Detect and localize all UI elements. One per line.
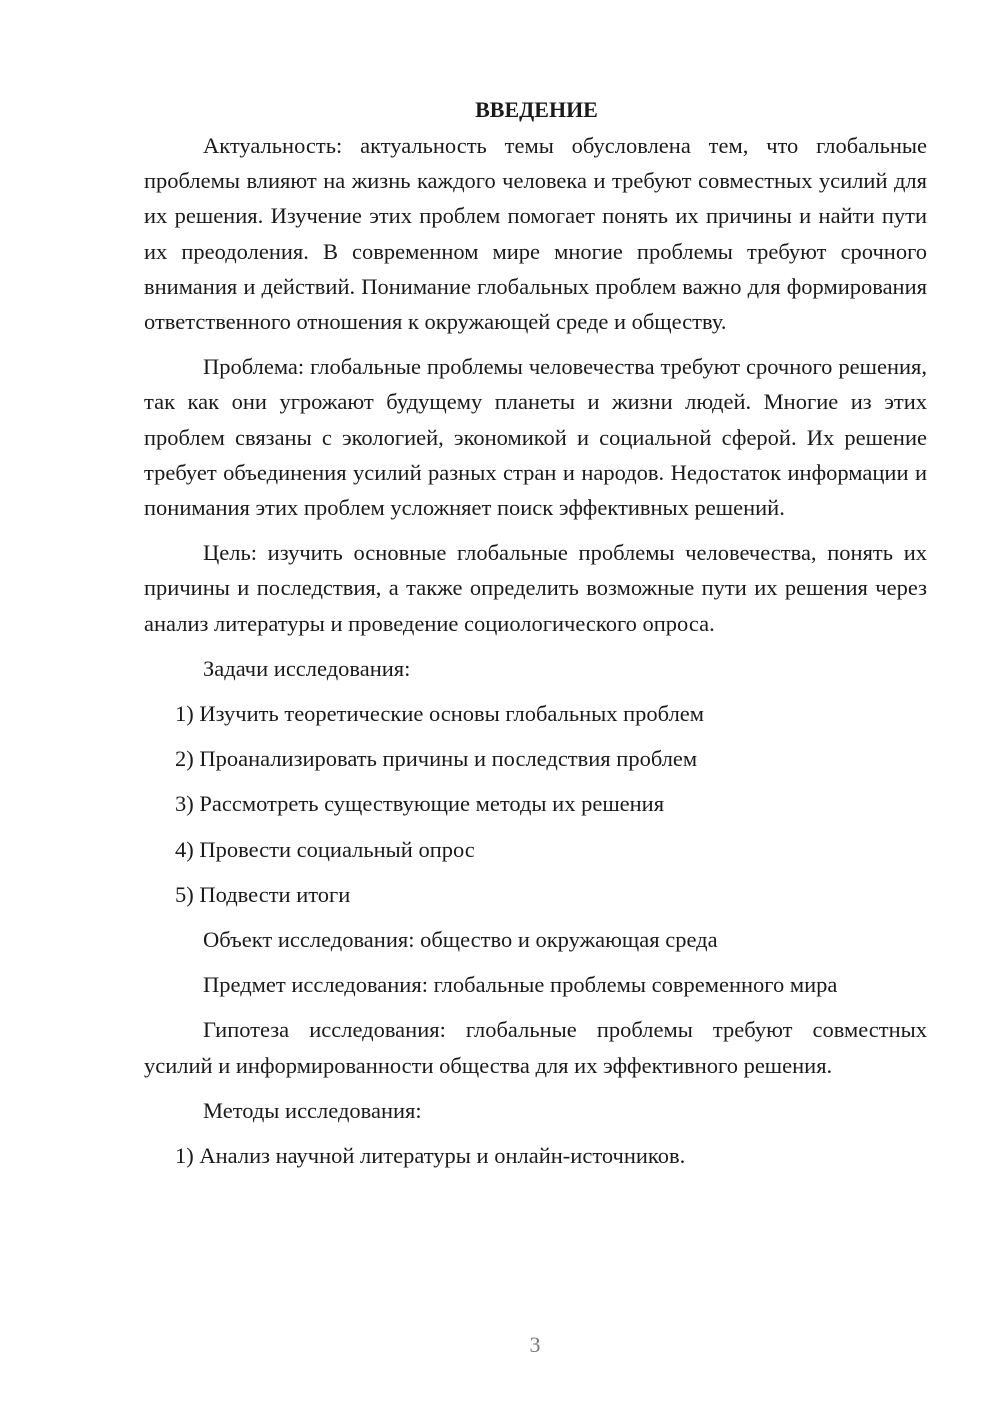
task-item-3: 3) Рассмотреть существующие методы их решения: [175, 791, 665, 817]
research-hypothesis: Гипотеза исследования: глобальные проблемы требуют совместных усилий и информированности общества для их эффективного решения.: [144, 1017, 927, 1078]
task-item-5: 5) Подвести итоги: [175, 881, 351, 907]
task-item-4: 4) Провести социальный опрос: [175, 836, 475, 862]
tasks-heading: Задачи исследования:: [203, 655, 411, 681]
page-number: 3: [529, 1332, 541, 1357]
research-object: Объект исследования: общество и окружающая среда: [203, 927, 718, 953]
problem-paragraph: Проблема: глобальные проблемы человечества требуют срочного решения, так как они угрожают будущему планеты и жизни людей. Многие из этих проблем связаны с экологией, экономикой и социальной сферой. Их решение требует объединения усилий разных стран и народов. Недостаток информации и понимания этих проблем усложняет поиск эффективных решений.: [144, 354, 927, 521]
relevance-paragraph: Актуальность: актуальность темы обусловлена тем, что глобальные проблемы влияют на жизнь каждого человека и требуют совместных усилий для их решения. Изучение этих проблем помогает понять их причины и найти пути их преодоления. В современном мире многие проблемы требуют срочного внимания и действий. Понимание глобальных проблем важно для формирования ответственного отношения к окружающей среде и обществу.: [144, 133, 927, 335]
method-item-1: 1) Анализ научной литературы и онлайн-источников.: [175, 1143, 686, 1169]
research-subject: Предмет исследования: глобальные проблемы современного мира: [203, 972, 838, 998]
section-title: ВВЕДЕНИЕ: [475, 97, 598, 122]
task-item-2: 2) Проанализировать причины и последствия проблем: [175, 746, 698, 772]
goal-paragraph: Цель: изучить основные глобальные проблемы человечества, понять их причины и последствия, а также определить возможные пути их решения через анализ литературы и проведение социологического опроса.: [144, 540, 927, 636]
document-page: [144, 94, 927, 1183]
task-item-1: 1) Изучить теоретические основы глобальных проблем: [175, 701, 705, 727]
methods-heading: Методы исследования:: [203, 1097, 422, 1123]
